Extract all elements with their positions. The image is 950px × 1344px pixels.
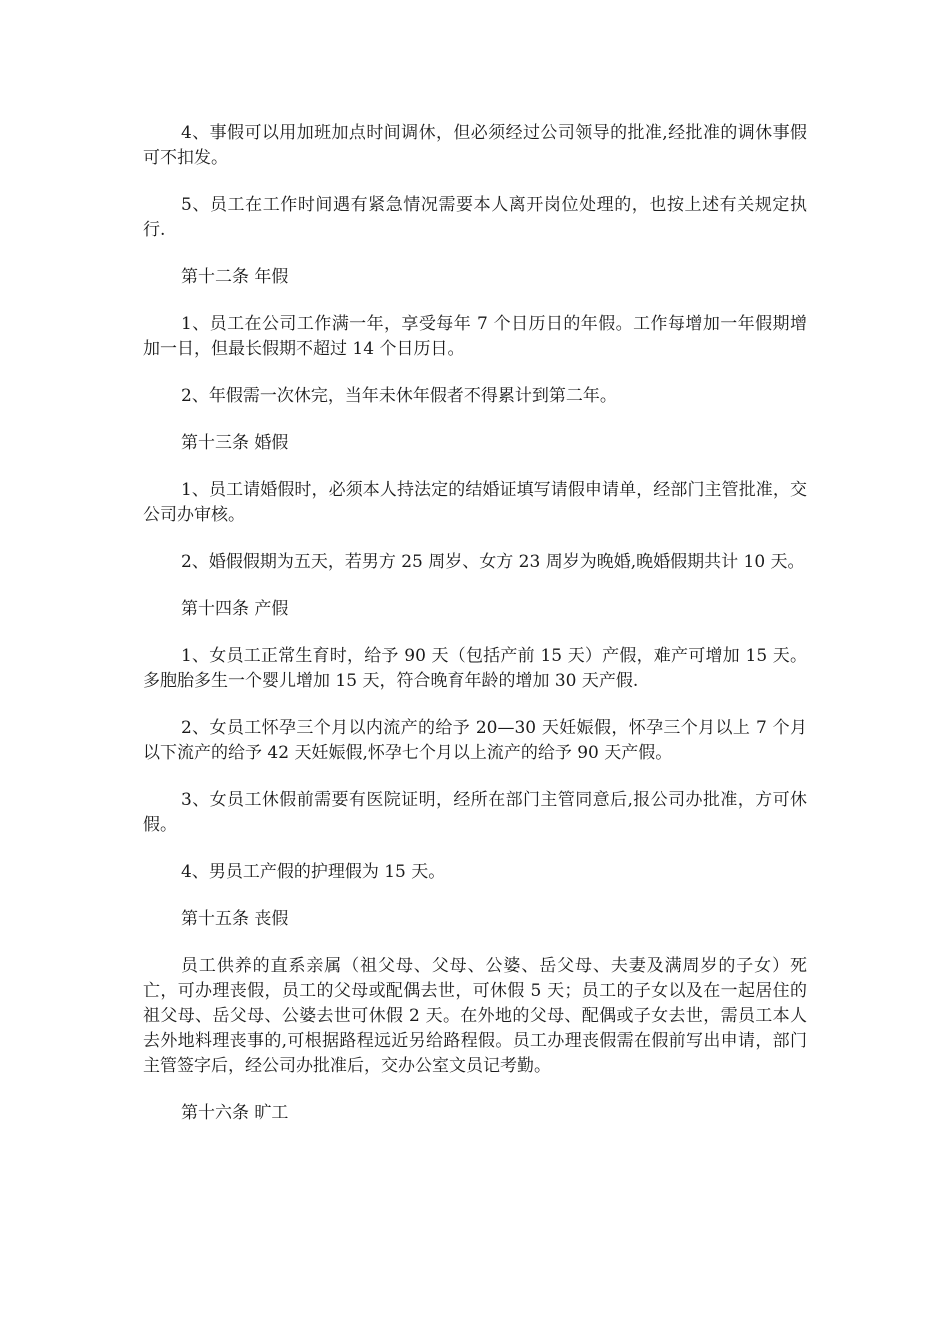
paragraph-annual-leave-2: 2、年假需一次休完，当年未休年假者不得累计到第二年。 [181, 386, 617, 406]
paragraph-bereavement-leave: 员工供养的直系亲属（祖父母、父母、公婆、岳父母、夫妻及满周岁的子女）死亡，可办理丧假，员工的父母或配偶去世，可休假 5 天；员工的子女以及在一起居住的祖父母、岳父母、公婆去世可休假 2 天。在外地的父母、配偶或子女去世，需员工本人去外地料理丧事的,可根据路程远近另给路程假。员工办理丧假需在假前写出申请，部门主管签字后，经公司办批准后，交办公室文员记考勤。 [143, 956, 807, 1076]
paragraph-marriage-leave-1: 1、员工请婚假时，必须本人持法定的结婚证填写请假申请单，经部门主管批准，交公司办审核。 [143, 480, 807, 525]
paragraph-maternity-leave-2: 2、女员工怀孕三个月以内流产的给予 20—30 天妊娠假，怀孕三个月以上 7 个月以下流产的给予 42 天妊娠假,怀孕七个月以上流产的给予 90 天产假。 [143, 718, 807, 763]
heading-article-16: 第十六条 旷工 [181, 1103, 289, 1123]
document-page [143, 121, 807, 1148]
paragraph-personal-leave-4: 4、事假可以用加班加点时间调休，但必须经过公司领导的批准,经批准的调休事假可不扣发。 [143, 123, 807, 168]
paragraph-annual-leave-1: 1、员工在公司工作满一年，享受每年 7 个日历日的年假。工作每增加一年假期增加一日，但最长假期不超过 14 个日历日。 [143, 314, 807, 359]
paragraph-maternity-leave-1: 1、女员工正常生育时，给予 90 天（包括产前 15 天）产假，难产可增加 15 天。多胞胎多生一个婴儿增加 15 天，符合晚育年龄的增加 30 天产假. [143, 646, 807, 691]
paragraph-personal-leave-5: 5、员工在工作时间遇有紧急情况需要本人离开岗位处理的，也按上述有关规定执行. [143, 195, 807, 240]
heading-article-15: 第十五条 丧假 [181, 909, 289, 929]
heading-article-13: 第十三条 婚假 [181, 433, 289, 453]
heading-article-12: 第十二条 年假 [181, 267, 289, 287]
paragraph-maternity-leave-4: 4、男员工产假的护理假为 15 天。 [181, 862, 446, 882]
heading-article-14: 第十四条 产假 [181, 599, 289, 619]
paragraph-marriage-leave-2: 2、婚假假期为五天，若男方 25 周岁、女方 23 周岁为晚婚,晚婚假期共计 10 天。 [181, 552, 805, 572]
paragraph-maternity-leave-3: 3、女员工休假前需要有医院证明，经所在部门主管同意后,报公司办批准，方可休假。 [143, 790, 807, 835]
